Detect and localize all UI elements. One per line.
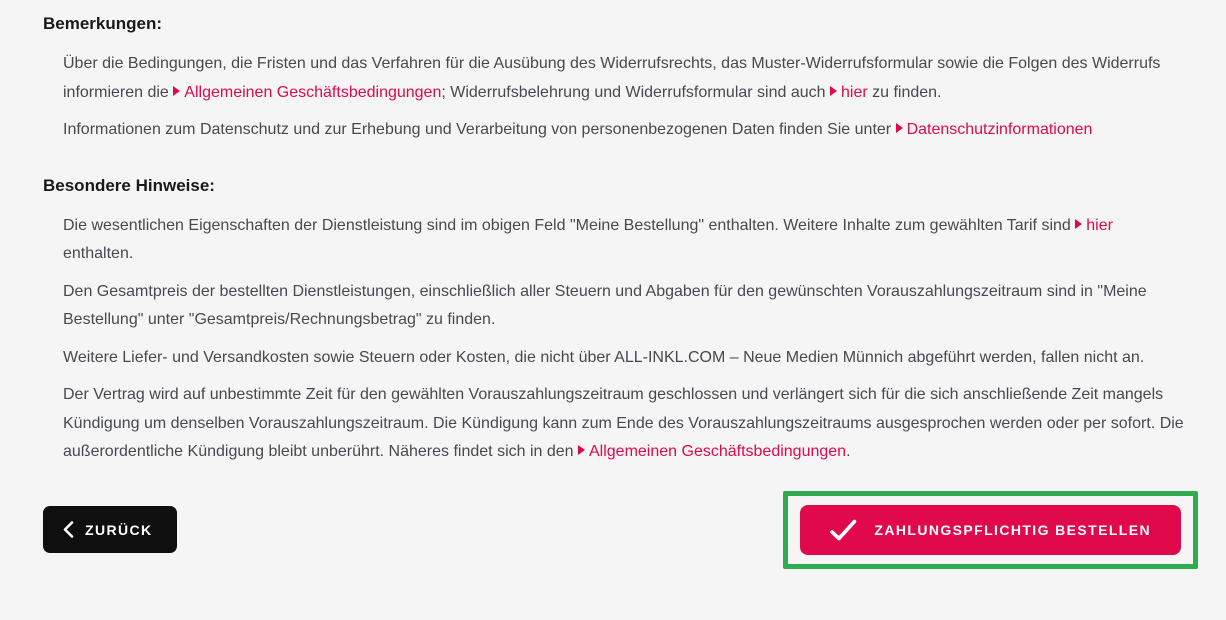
back-button-label: ZURÜCK xyxy=(85,521,153,538)
special-notes-heading: Besondere Hinweise: xyxy=(43,175,215,195)
tariff-here-link[interactable]: hier xyxy=(1075,217,1113,234)
place-order-button[interactable] xyxy=(800,505,1181,555)
chevron-left-icon xyxy=(63,521,74,538)
terms-and-conditions-link-2[interactable]: Allgemeinen Geschäftsbedingungen xyxy=(578,443,846,460)
back-button[interactable] xyxy=(43,506,177,553)
contract-term-paragraph: Der Vertrag wird auf unbestimmte Zeit für den gewählten Vorauszahlungszeitraum geschlossen und verlängert sich für die sich anschließende Zeit mangels Kündigung um denselben Vorauszahlungszeitraum. Die Kündigung kann zum Ende des Vorauszahlungszeitraums ausgesprochen werden oder per sofort. Die außerordentliche Kündigung bleibt unberührt. Näheres findet sich in den Allgemeinen Geschäftsbedingungen. xyxy=(63,386,1184,460)
action-buttons-row xyxy=(43,491,1198,569)
special-notes-section xyxy=(63,212,1185,467)
link-arrow-icon xyxy=(578,445,585,455)
withdrawal-paragraph: Über die Bedingungen, die Fristen und das Verfahren für die Ausübung des Widerrufsrechts, das Muster-Widerrufsformular sowie die Folgen des Widerrufs informieren die Allgemeinen Geschäftsbedingungen; Widerrufsbelehrung und Widerrufsformular sind auch hier zu finden. xyxy=(63,55,1161,101)
privacy-paragraph: Informationen zum Datenschutz und zur Erhebung und Verarbeitung von personenbezogenen Daten finden Sie unter Datenschutzinformationen xyxy=(63,121,1093,138)
order-button-highlight-box xyxy=(783,491,1198,569)
link-arrow-icon xyxy=(830,86,837,96)
checkmark-icon xyxy=(830,519,857,541)
remarks-section xyxy=(63,50,1185,145)
link-arrow-icon xyxy=(173,86,180,96)
place-order-button-label: ZAHLUNGSPFLICHTIG BESTELLEN xyxy=(874,521,1151,538)
link-arrow-icon xyxy=(896,123,903,133)
privacy-info-link[interactable]: Datenschutzinformationen xyxy=(896,121,1093,138)
terms-and-conditions-link[interactable]: Allgemeinen Geschäftsbedingungen xyxy=(173,84,441,101)
withdrawal-here-link[interactable]: hier xyxy=(830,84,868,101)
service-characteristics-paragraph: Die wesentlichen Eigenschaften der Dienstleistung sind im obigen Feld "Meine Bestellung" enthalten. Weitere Inhalte zum gewählten Tarif sind hier enthalten. xyxy=(63,216,1113,262)
remarks-heading: Bemerkungen: xyxy=(43,14,163,33)
total-price-paragraph: Den Gesamtpreis der bestellten Dienstleistungen, einschließlich aller Steuern und Abgaben für den gewünschten Vorauszahlungszeitraum sind in "Meine Bestellung" unter "Gesamtpreis/Rechnungsbetrag" zu finden. xyxy=(63,282,1147,328)
shipping-costs-paragraph: Weitere Liefer- und Versandkosten sowie Steuern oder Kosten, die nicht über ALL-INKL.COM – Neue Medien Münnich abgeführt werden, fallen nicht an. xyxy=(63,348,1145,366)
link-arrow-icon xyxy=(1075,219,1082,229)
